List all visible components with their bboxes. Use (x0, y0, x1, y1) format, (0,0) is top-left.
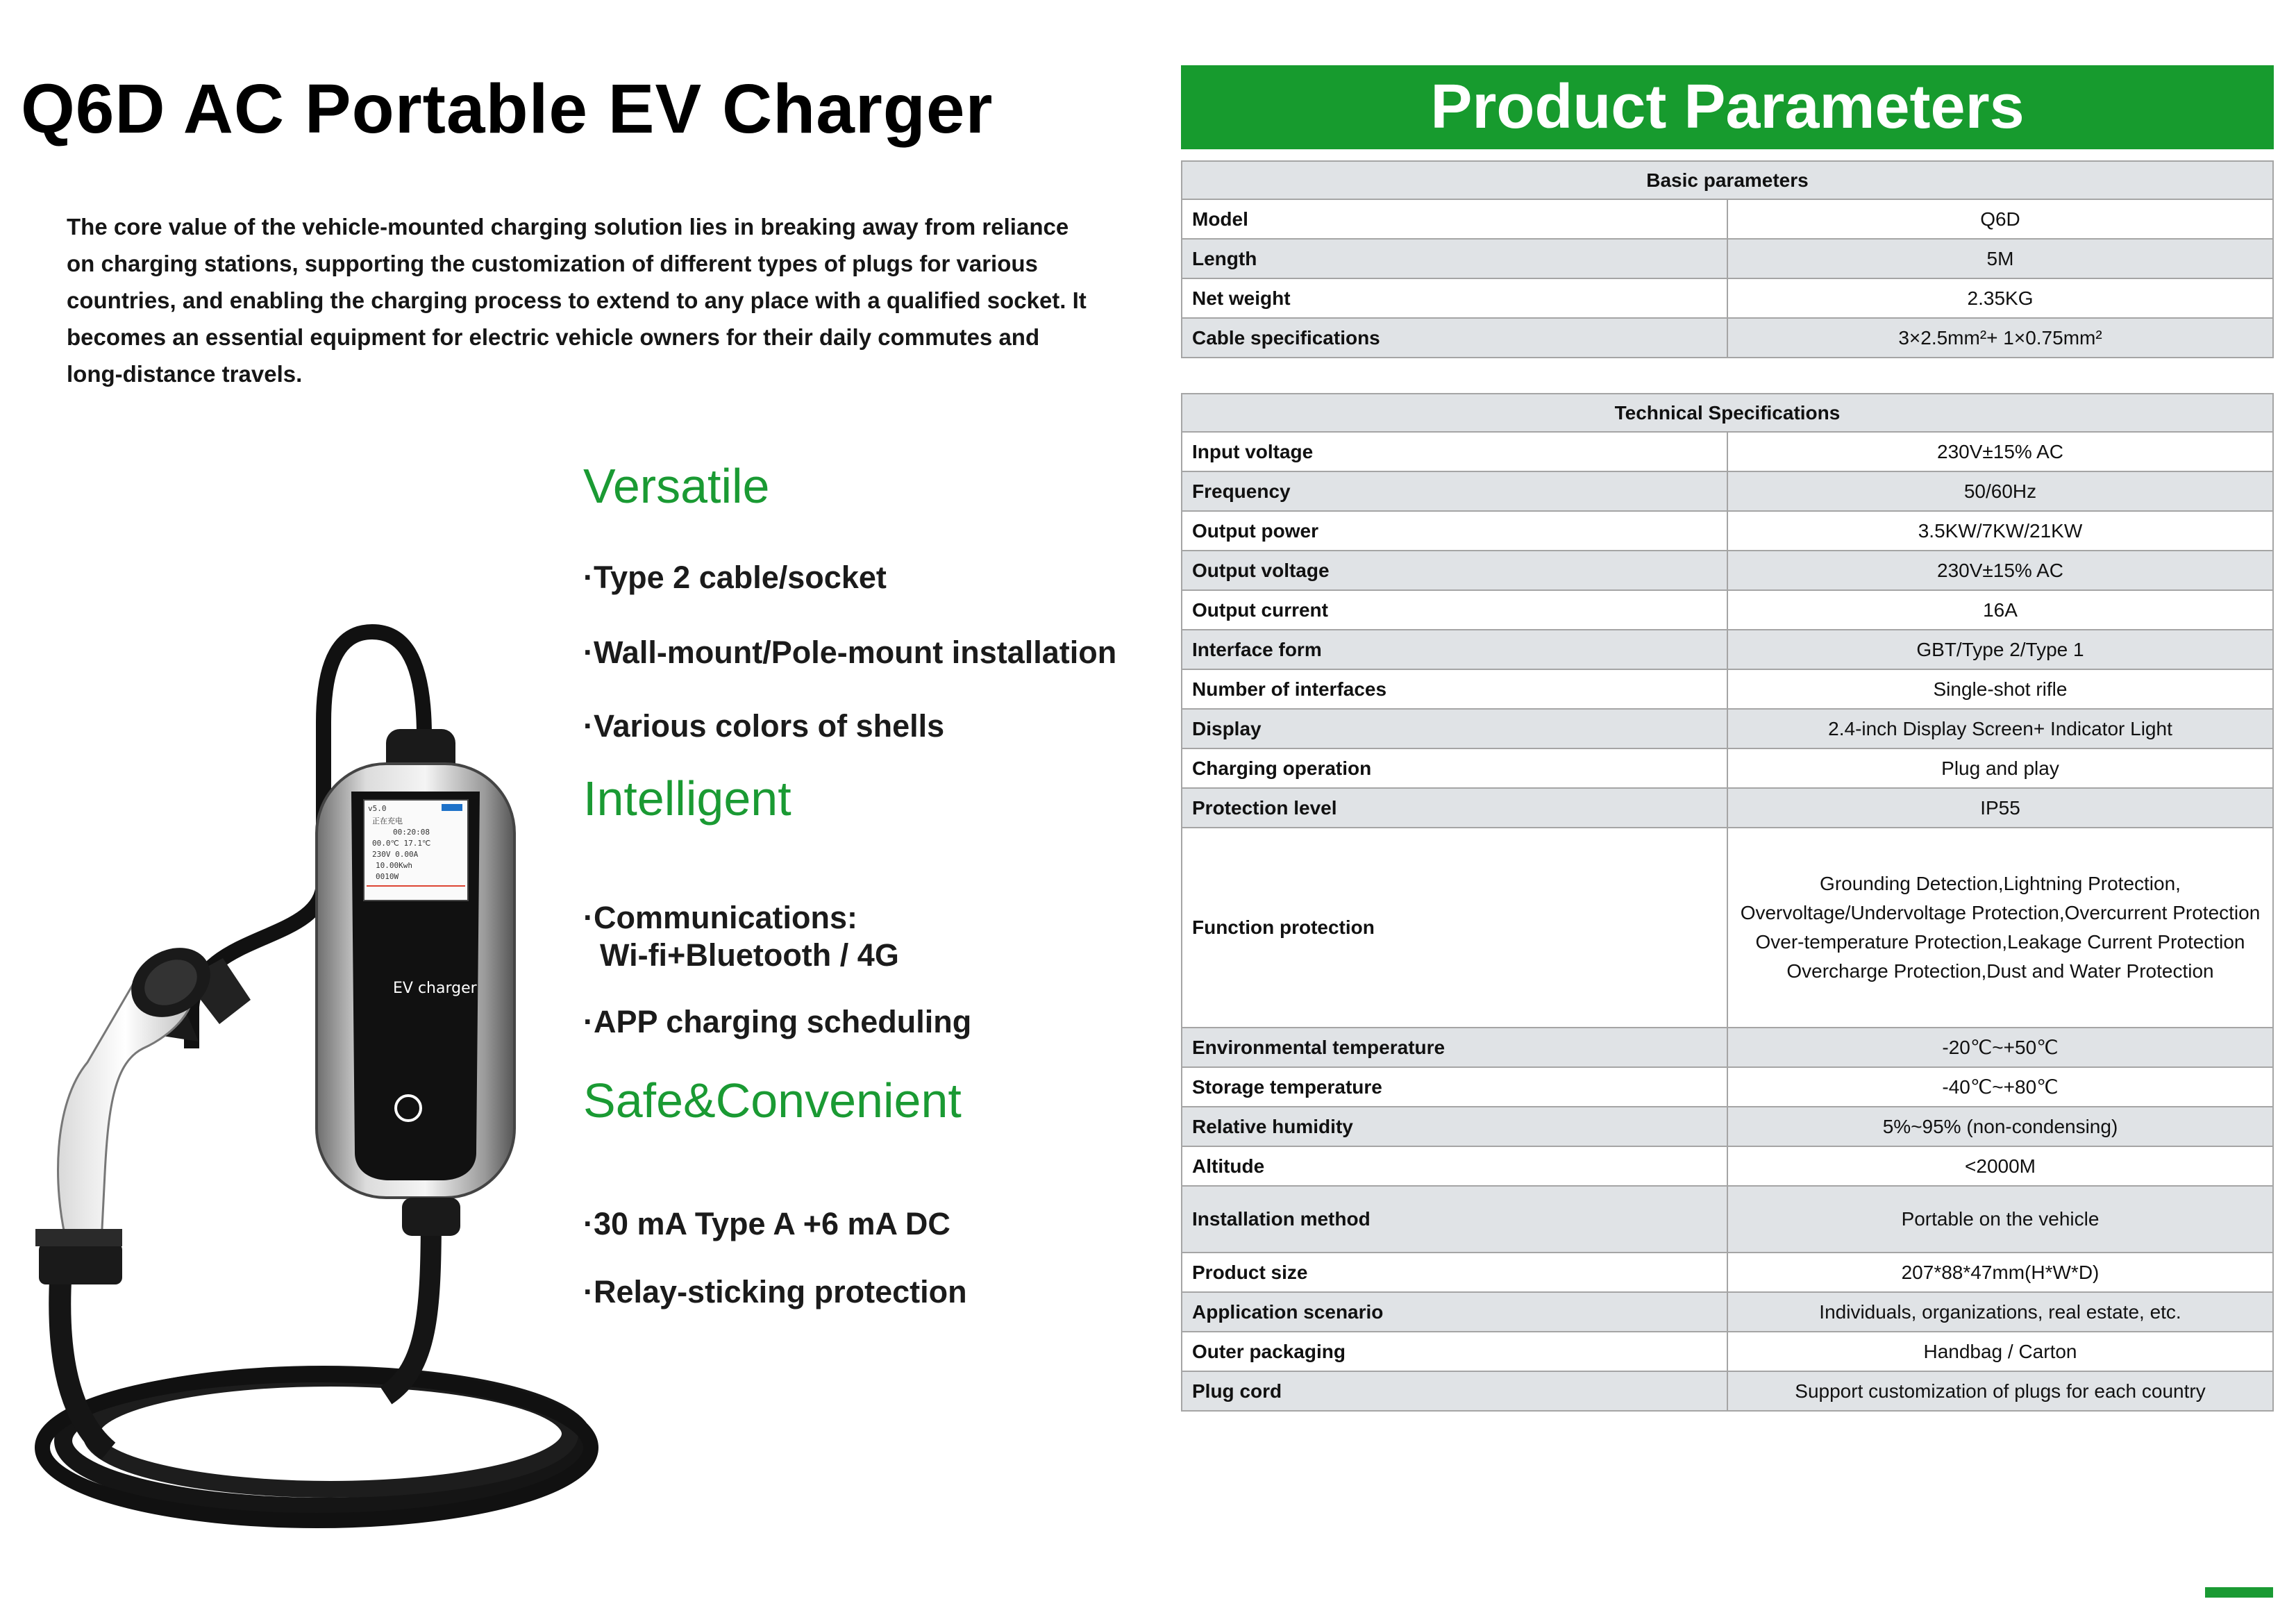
param-label: Protection level (1182, 788, 1727, 828)
param-value: 3×2.5mm²+ 1×0.75mm² (1727, 318, 2273, 358)
param-value: <2000M (1727, 1146, 2273, 1186)
param-value: 50/60Hz (1727, 471, 2273, 511)
param-label: Charging operation (1182, 748, 1727, 788)
table-row (1182, 1186, 2273, 1253)
param-value-line: Overvoltage/Undervoltage Protection,Overcurrent Protection (1740, 902, 2261, 923)
screen-line: 0010W (376, 872, 399, 881)
screen-line: 10.00Kwh (376, 861, 412, 870)
table-row (1182, 828, 2273, 1028)
feature-item: ·30 mA Type A +6 mA DC (583, 1206, 950, 1241)
param-label: Output current (1182, 590, 1727, 630)
param-label: Outer packaging (1182, 1332, 1727, 1371)
table-row (1182, 1028, 2273, 1067)
param-label: Input voltage (1182, 432, 1727, 471)
table-row (1182, 788, 2273, 828)
table-row (1182, 1067, 2273, 1107)
param-value: 230V±15% AC (1727, 551, 2273, 590)
basic-parameters-table (1181, 160, 2274, 358)
screen-line: 正在充电 (372, 817, 403, 826)
param-value: -20℃~+50℃ (1727, 1028, 2273, 1067)
page-title: Q6D AC Portable EV Charger (21, 70, 994, 148)
param-value: Portable on the vehicle (1727, 1186, 2273, 1253)
feature-item: ·Relay-sticking protection (583, 1274, 967, 1309)
table-row (1182, 551, 2273, 590)
table-row (1182, 1292, 2273, 1332)
table-row (1182, 511, 2273, 551)
table-row (1182, 1253, 2273, 1292)
param-value: GBT/Type 2/Type 1 (1727, 630, 2273, 669)
feature-item: ·APP charging scheduling (583, 1004, 972, 1039)
param-label: Display (1182, 709, 1727, 748)
param-value: IP55 (1727, 788, 2273, 828)
param-label: Model (1182, 199, 1727, 239)
table-heading: Basic parameters (1182, 161, 2273, 199)
feature-item: ·Various colors of shells (583, 708, 945, 744)
param-label: Cable specifications (1182, 318, 1727, 358)
table-row (1182, 1332, 2273, 1371)
screen-line: 00:20:08 (393, 828, 430, 837)
param-label: Output voltage (1182, 551, 1727, 590)
param-value-line: Grounding Detection,Lightning Protection, (1820, 873, 2181, 894)
product-description: The core value of the vehicle-mounted charging solution lies in breaking away from reliance on charging stations, supporting the customization of different types of plugs for various countries, and enabling the charging process to extend to any place with a qualified socket. It becomes an essential equipment for electric vehicle owners for their daily commutes and long-distance travels. (67, 214, 1087, 387)
param-label: Product size (1182, 1253, 1727, 1292)
param-label: Function protection (1182, 828, 1727, 1028)
param-label: Length (1182, 239, 1727, 278)
table-row (1182, 1146, 2273, 1186)
table-row (1182, 318, 2273, 358)
feature-item-line: Wi-fi+Bluetooth / 4G (600, 937, 899, 973)
screen-line: v5.0 (368, 804, 387, 813)
table-row (1182, 709, 2273, 748)
table-row (1182, 239, 2273, 278)
param-label: Altitude (1182, 1146, 1727, 1186)
param-value: 207*88*47mm(H*W*D) (1727, 1253, 2273, 1292)
param-label: Net weight (1182, 278, 1727, 318)
table-row (1182, 669, 2273, 709)
feature-item: ·Type 2 cable/socket (583, 560, 887, 595)
table-row (1182, 432, 2273, 471)
feature-heading-intelligent: Intelligent (583, 771, 791, 826)
table-heading: Technical Specifications (1182, 394, 2273, 432)
param-value: 2.4-inch Display Screen+ Indicator Light (1727, 709, 2273, 748)
screen-line: 230V 0.00A (372, 850, 419, 859)
param-value: -40℃~+80℃ (1727, 1067, 2273, 1107)
param-value: 5M (1727, 239, 2273, 278)
param-label: Output power (1182, 511, 1727, 551)
param-value-line: Overcharge Protection,Dust and Water Protection (1786, 960, 2214, 982)
param-label: Number of interfaces (1182, 669, 1727, 709)
feature-heading-safe: Safe&Convenient (583, 1073, 962, 1128)
param-label: Relative humidity (1182, 1107, 1727, 1146)
param-value: Handbag / Carton (1727, 1332, 2273, 1371)
param-value: Single-shot rifle (1727, 669, 2273, 709)
table-row (1182, 199, 2273, 239)
param-value-line: Over-temperature Protection,Leakage Current Protection (1755, 931, 2245, 953)
param-value: Individuals, organizations, real estate, etc. (1727, 1292, 2273, 1332)
charger-badge: EV charger (393, 980, 477, 997)
param-value: 16A (1727, 590, 2273, 630)
table-row (1182, 1371, 2273, 1411)
param-label: Frequency (1182, 471, 1727, 511)
table-row (1182, 748, 2273, 788)
table-row (1182, 278, 2273, 318)
param-label: Storage temperature (1182, 1067, 1727, 1107)
table-row (1182, 630, 2273, 669)
product-parameters-banner: Product Parameters (1181, 65, 2274, 149)
param-value (1727, 828, 2273, 1028)
param-value: Plug and play (1727, 748, 2273, 788)
screen-line: 00.0℃ 17.1℃ (372, 839, 431, 848)
param-value: Support customization of plugs for each country (1727, 1371, 2273, 1411)
table-row (1182, 590, 2273, 630)
param-value: 2.35KG (1727, 278, 2273, 318)
feature-item: ·Wall-mount/Pole-mount installation (583, 635, 1117, 670)
param-label: Installation method (1182, 1186, 1727, 1253)
param-label: Plug cord (1182, 1371, 1727, 1411)
param-label: Environmental temperature (1182, 1028, 1727, 1067)
param-value: 5%~95% (non-condensing) (1727, 1107, 2273, 1146)
param-label: Application scenario (1182, 1292, 1727, 1332)
param-label: Interface form (1182, 630, 1727, 669)
feature-heading-versatile: Versatile (583, 459, 770, 513)
param-value: Q6D (1727, 199, 2273, 239)
decorative-corner-bar (2205, 1587, 2273, 1598)
table-row (1182, 1107, 2273, 1146)
ev-charger-product-image (25, 618, 601, 1534)
feature-item (583, 899, 899, 974)
technical-specifications-table (1181, 393, 2274, 1412)
param-value: 230V±15% AC (1727, 432, 2273, 471)
feature-item-line: ·Communications: (583, 900, 858, 935)
param-value: 3.5KW/7KW/21KW (1727, 511, 2273, 551)
table-row (1182, 471, 2273, 511)
